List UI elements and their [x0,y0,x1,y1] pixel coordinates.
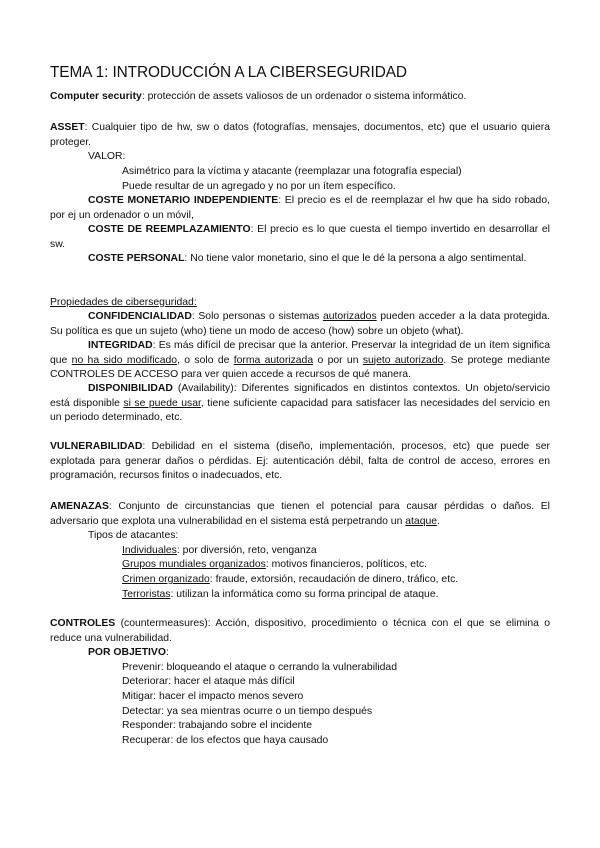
computer-security-text: : protección de assets valiosos de un ordenador o sistema informático. [141,91,467,102]
term-vulnerabilidad: VULNERABILIDAD [50,441,143,452]
amenazas-text: : Conjunto de circunstancias que tienen el potencial para causar pérdidas o daños. El adversario que explota una vulnerabilidad en el sistema está perpetrando un [50,501,550,527]
page-title: TEMA 1: INTRODUCCIÓN A LA CIBERSEGURIDAD [50,64,407,81]
term-computer-security: Computer security [50,91,142,102]
atacante-text: : utilizan la informática como su forma principal de ataque. [170,589,439,600]
atacante-item [50,544,600,559]
propiedades-heading-text: Propiedades de ciberseguridad: [50,297,197,308]
term-asset: ASSET [50,122,85,133]
controles-text: (countermeasures): Acción, dispositivo, procedimiento o técnica con el que se elimina o reduce una vulnerabilidad. [50,618,550,644]
propiedades-heading [50,296,550,311]
term-disponibilidad: DISPONIBILIDAD [88,383,173,394]
term-coste-monetario: COSTE MONETARIO INDEPENDIENTE [88,195,279,206]
integridad [50,339,550,383]
disponibilidad [50,382,550,426]
tipos-atacantes-label: Tipos de atacantes: [88,530,179,541]
atacante-item [50,573,600,588]
disponibilidad-underlined: si se puede usar [123,397,201,409]
objetivo-item: Prevenir: bloqueando el ataque o cerrando la vulnerabilidad [122,662,397,673]
coste-personal-text: : No tiene valor monetario, sino el que le dé la persona a algo sentimental. [184,253,527,264]
atacante-name: Individuales [122,545,177,556]
coste-reemplazamiento-text: : El precio es lo que cuesta el tiempo invertido en desarrollar el sw. [50,224,550,250]
term-confidencialidad: CONFIDENCIALIDAD [88,311,192,322]
atacante-item [50,588,600,603]
integridad-underlined: no ha sido modificado [71,354,178,366]
confidencialidad [50,310,550,339]
integridad-underlined: forma autorizada [233,354,314,366]
computer-security-definition [50,90,550,105]
integridad-text: . Se protege mediante CONTROLES DE ACCESO para ver quien accede a recursos de qué manera. [50,354,550,381]
objetivo-item: Recuperar: de los efectos que haya causado [122,735,329,746]
coste-personal [50,252,550,267]
term-controles: CONTROLES [50,618,116,629]
atacante-name: Terroristas [122,589,171,600]
amenazas-underlined: ataque [405,515,438,527]
valor-label: VALOR: [88,151,126,162]
coste-monetario [50,194,550,223]
asset-definition [50,121,550,150]
amenazas-definition [50,500,550,529]
integridad-text: o por un [313,354,363,366]
valor-item: Asimétrico para la víctima y atacante (reemplazar una fotografía especial) [122,166,462,177]
vulnerabilidad-definition [50,440,550,484]
por-objetivo-colon: : [165,647,169,658]
objetivo-item: Deteriorar: hacer el ataque más difícil [122,676,295,687]
objetivo-item: Responder: trabajando sobre el incidente [122,720,313,731]
integridad-underlined: sujeto autorizado [362,354,444,366]
vulnerabilidad-text: : Debilidad en el sistema (diseño, implementación, procesos, etc) que puede ser explotada para generar daños o pérdidas. Ej: autenticación débil, falta de control de acceso, errores en programación, recursos finitos o inadecuados, etc. [50,441,550,482]
asset-text: : Cualquier tipo de hw, sw o datos (fotografías, mensajes, documentos, etc) que el usuario quiera proteger. [50,122,550,148]
term-coste-personal: COSTE PERSONAL [88,253,185,264]
objetivo-item: Detectar: ya sea mientras ocurre o un tiempo después [122,706,373,717]
term-amenazas: AMENAZAS [50,501,109,512]
confidencialidad-text: : Solo personas o sistemas [191,311,323,322]
term-integridad: INTEGRIDAD [88,340,153,351]
atacante-name: Grupos mundiales organizados [122,559,266,570]
amenazas-text: . [437,515,440,527]
objetivo-item: Mitigar: hacer el impacto menos severo [122,691,304,702]
atacante-item [50,558,600,573]
disponibilidad-text: (Availability): Diferentes significados en distintos contextos. Un objeto/servicio está disponible [50,383,550,409]
coste-reemplazamiento [50,223,550,252]
term-coste-reemplazamiento: COSTE DE REEMPLAZAMIENTO [88,224,251,235]
atacante-text: : motivos financieros, políticos, etc. [265,559,427,570]
por-objetivo-label [50,646,588,661]
integridad-text: : Es más difícil de precisar que la anterior. Preservar la integridad de un ítem significa que [50,340,550,366]
integridad-text: , o solo de [177,354,234,366]
disponibilidad-text: , tiene suficiente capacidad para satisfacer las necesidades del servicio en un periodo determinado, etc. [50,397,551,424]
atacante-text: : fraude, extorsión, recaudación de dinero, tráfico, etc. [209,574,459,585]
confidencialidad-text: pueden acceder a la data protegida. Su política es que un sujeto (who) tiene un modo de acceso (how) sobre un objeto (what). [50,311,551,337]
controles-definition [50,617,550,646]
valor-item: Puede resultar de un agregado y no por un ítem específico. [122,181,396,192]
coste-monetario-text: : El precio es el de reemplazar el hw que ha sido robado, por ej un ordenador o un móvil, [50,195,550,221]
por-objetivo-term: POR OBJETIVO [88,647,166,658]
atacante-text: : por diversión, reto, venganza [176,545,317,556]
atacante-name: Crimen organizado [122,574,210,585]
confidencialidad-underlined: autorizados [322,311,377,322]
